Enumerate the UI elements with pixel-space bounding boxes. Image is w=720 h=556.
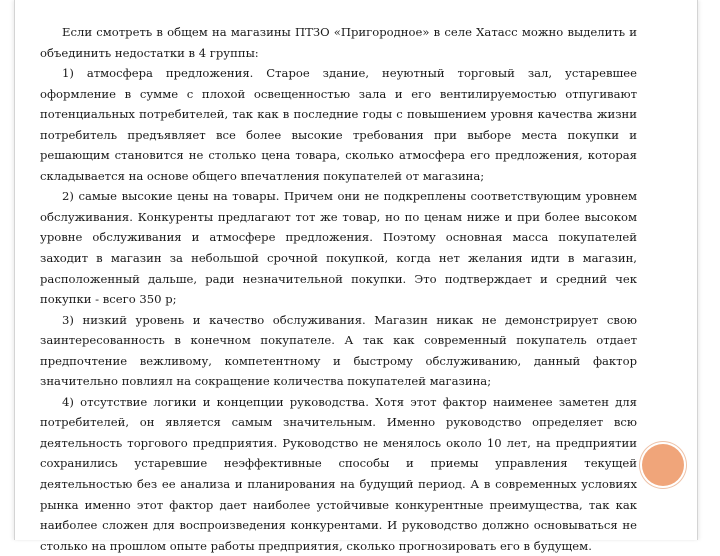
point-2-paragraph: 2) самые высокие цены на товары. Причем они не подкреплены соответствующим уровнем обслуживания. Конкуренты предлагают тот же товар, но по ценам ниже и при более высоком уровне обслуживания и атмосфере предложения. Поэтому основная масса покупателей заходит в магазин за небольшой срочной покупкой, когда нет желания идти в магазин, расположенный дальше, ради незначительной покупки. Это подтверждает и средний чек покупки - всего 350 р;: [40, 189, 637, 307]
intro-paragraph: Если смотреть в общем на магазины ПТЗО «Пригородное» в селе Хатасс можно выделить и объединить недостатки в 4 группы:: [40, 25, 637, 60]
text-body: [40, 22, 637, 556]
decorative-circle: [642, 444, 684, 486]
point-3-paragraph: 3) низкий уровень и качество обслуживания. Магазин никак не демонстрирует свою заинтересованность в конечном покупателе. А так как современный покупатель отдает предпочтение вежливому, компетентному и быстрому обслуживанию, данный фактор значительно повлиял на сокращение количества покупателей магазина;: [40, 312, 637, 389]
point-4-paragraph: 4) отсутствие логики и концепции руководства. Хотя этот фактор наименее заметен для потребителей, он является самым значительным. Именно руководство определяет всю деятельность торгового предприятия. Руководство не менялось около 10 лет, на предприятии сохранились устаревшие неэффективные способы и приемы управления текущей деятельностью без ее анализа и планирования на будущий период. А в современных условиях рынка именно этот фактор дает наиболее устойчивые конкурентные преимущества, так как наиболее сложен для воспроизведения конкурентами. И руководство должно основываться не столько на прошлом опыте работы предприятия, сколько прогнозировать его в будущем.: [40, 394, 637, 553]
point-1-paragraph: 1) атмосфера предложения. Старое здание, неуютный торговый зал, устаревшее оформление в сумме с плохой освещенностью зала и его вентилируемостью отпугивают потенциальных потребителей, так как в последние годы с повышением уровня качества жизни потребитель предъявляет все более высокие требования при выборе места покупки и решающим становится не столько цена товара, сколько атмосфера его предложения, которая складывается на основе общего впечатления покупателей от магазина;: [40, 66, 637, 183]
